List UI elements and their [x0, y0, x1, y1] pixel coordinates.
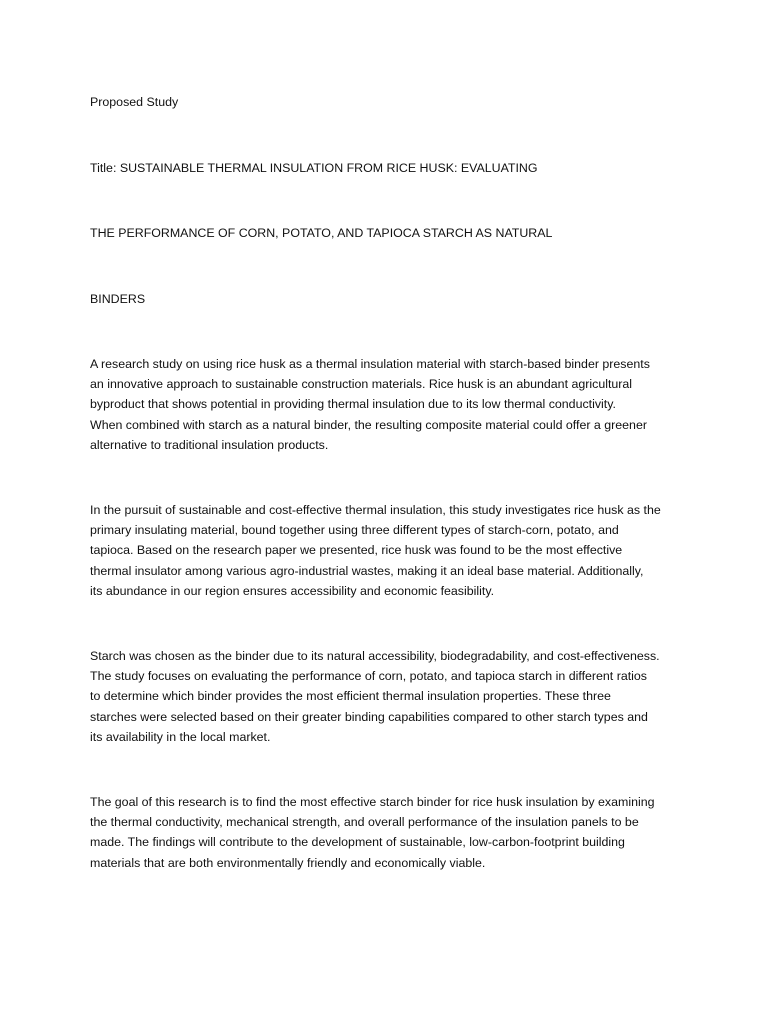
paragraph-line: primary insulating material, bound together using three different types of starch-corn, potato, and: [90, 523, 619, 538]
paragraph-line: its availability in the local market.: [90, 729, 271, 744]
paragraph-1: [90, 354, 690, 455]
paragraph-line: In the pursuit of sustainable and cost-effective thermal insulation, this study investigates rice husk as the: [90, 503, 661, 517]
paragraph-line: its abundance in our region ensures accessibility and economic feasibility.: [90, 583, 495, 598]
paragraph-line: made. The findings will contribute to the development of sustainable, low-carbon-footprint building: [90, 835, 625, 850]
paragraph-line: to determine which binder provides the most efficient thermal insulation properties. These three: [90, 689, 611, 704]
title-line-2: THE PERFORMANCE OF CORN, POTATO, AND TAPIOCA STARCH AS NATURAL: [90, 226, 553, 240]
paragraph-line: The goal of this research is to find the most effective starch binder for rice husk insulation by examining: [90, 795, 655, 809]
title-line-1: Title: SUSTAINABLE THERMAL INSULATION FROM RICE HUSK: EVALUATING: [90, 161, 538, 175]
paragraph-line: an innovative approach to sustainable construction materials. Rice husk is an abundant agricultural: [90, 377, 633, 392]
paragraph-line: materials that are both environmentally friendly and economically viable.: [90, 855, 486, 870]
paragraph-line: A research study on using rice husk as a thermal insulation material with starch-based binder presents: [90, 357, 650, 371]
title-line-3: BINDERS: [90, 292, 146, 306]
paragraph-line: starches were selected based on their greater binding capabilities compared to other starch types and: [90, 709, 648, 724]
paragraph-4: [90, 792, 690, 873]
paragraph-line: When combined with starch as a natural binder, the resulting composite material could offer a greener: [90, 417, 647, 432]
paragraph-line: tapioca. Based on the research paper we presented, rice husk was found to be the most effective: [90, 543, 623, 558]
paragraph-line: the thermal conductivity, mechanical strength, and overall performance of the insulation panels to be: [90, 815, 639, 830]
paragraph-line: byproduct that shows potential in providing thermal insulation due to its low thermal conductivity.: [90, 397, 616, 412]
paragraph-line: Starch was chosen as the binder due to its natural accessibility, biodegradability, and cost-effectiveness.: [90, 649, 660, 663]
paragraph-line: alternative to traditional insulation products.: [90, 437, 329, 452]
paragraph-3: [90, 646, 690, 747]
document-heading: Proposed Study: [90, 95, 179, 109]
paragraph-2: [90, 500, 690, 601]
paragraph-line: thermal insulator among various agro-industrial wastes, making it an ideal base material. Additionally,: [90, 563, 644, 578]
paragraph-line: The study focuses on evaluating the performance of corn, potato, and tapioca starch in different ratios: [90, 669, 647, 684]
